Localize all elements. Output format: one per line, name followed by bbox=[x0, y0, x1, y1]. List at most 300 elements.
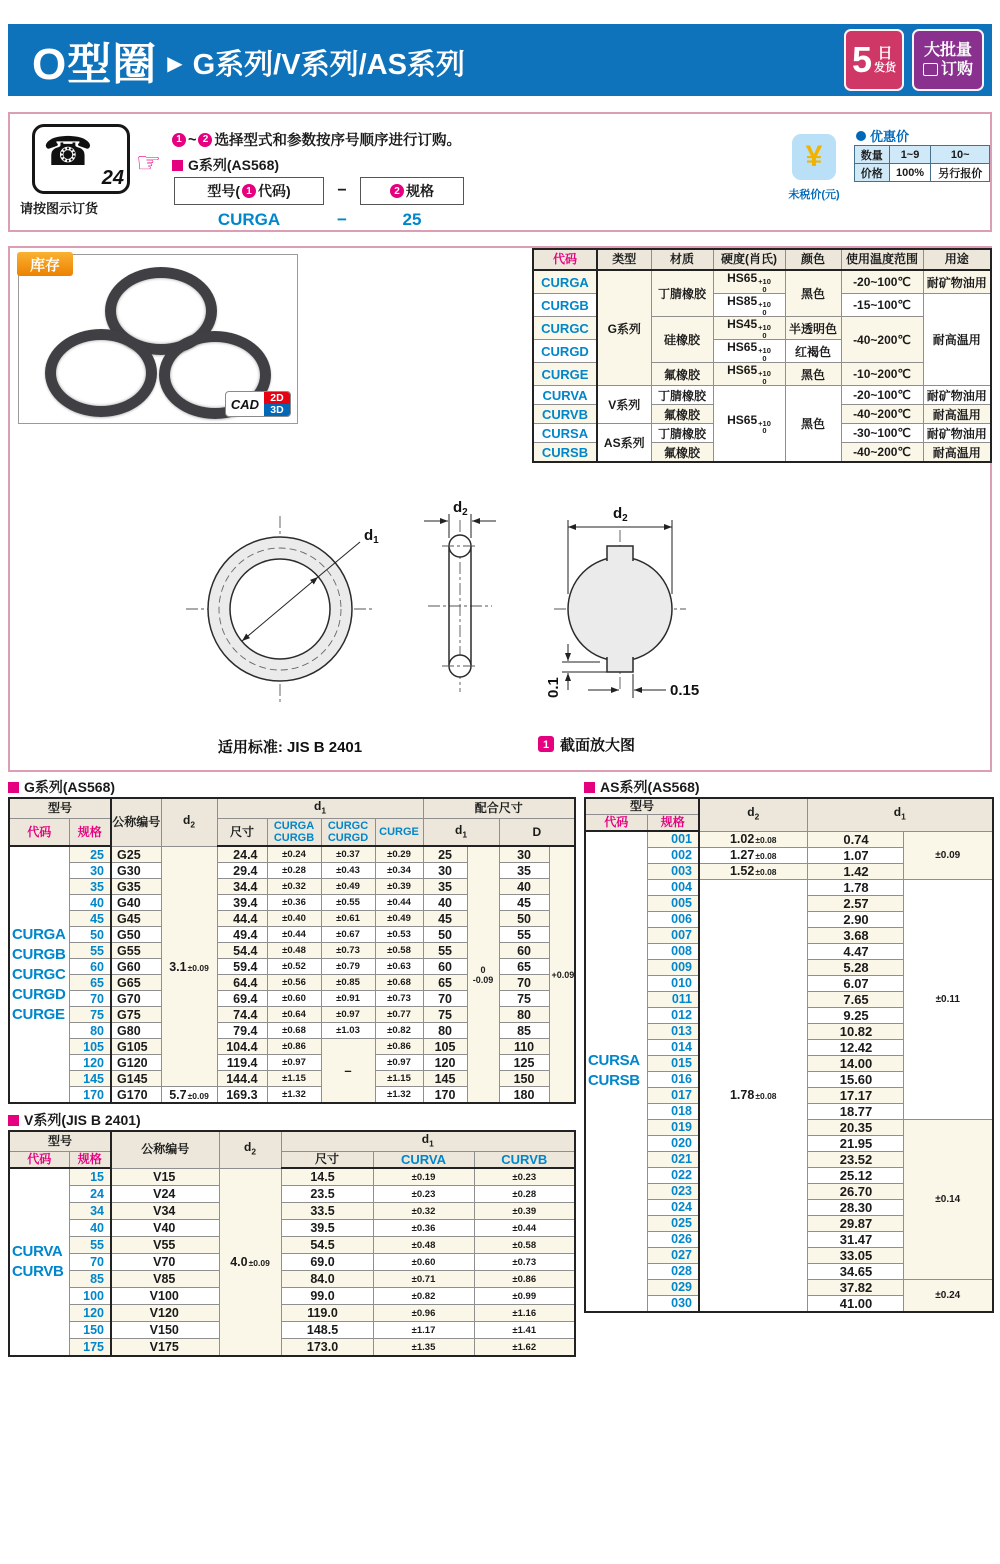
table-cell: 40 bbox=[499, 879, 549, 895]
table-cell: 34 bbox=[69, 1203, 111, 1220]
table-cell: 60 bbox=[69, 959, 111, 975]
d1-label: $d_1$ bbox=[364, 527, 379, 546]
table-cell: V55 bbox=[111, 1237, 219, 1254]
table-cell: 144.4 bbox=[217, 1071, 267, 1087]
square-bullet-icon bbox=[8, 782, 19, 793]
table-cell: 49.4 bbox=[217, 927, 267, 943]
table-row bbox=[9, 1220, 575, 1237]
model-format-row bbox=[174, 177, 464, 205]
table-cell: 105 bbox=[69, 1039, 111, 1055]
table-cell: ±0.36 bbox=[267, 895, 321, 911]
table-cell: ±0.85 bbox=[321, 975, 375, 991]
table-cell: ±0.86 bbox=[474, 1271, 575, 1288]
table-cell: ±1.32 bbox=[375, 1087, 423, 1104]
step2-icon: 2 bbox=[198, 133, 212, 147]
table-cell: 012 bbox=[647, 1007, 699, 1023]
table-cell: 44.4 bbox=[217, 911, 267, 927]
d2-label: $d_2$ bbox=[453, 499, 468, 518]
table-cell: 35 bbox=[69, 879, 111, 895]
table-cell: 29.4 bbox=[217, 863, 267, 879]
table-cell: 65 bbox=[69, 975, 111, 991]
table-cell: 1.27±0.08 bbox=[699, 847, 807, 863]
table-cell: ±0.24 bbox=[903, 1279, 993, 1312]
table-cell: 3.68 bbox=[807, 927, 903, 943]
table-cell: 45 bbox=[499, 895, 549, 911]
table-cell: 119.4 bbox=[217, 1055, 267, 1071]
table-cell: ±0.39 bbox=[375, 879, 423, 895]
table-cell: ±0.23 bbox=[474, 1168, 575, 1186]
table-cell: ±0.48 bbox=[267, 943, 321, 959]
price-panel bbox=[790, 126, 990, 222]
table-cell: 40 bbox=[69, 895, 111, 911]
table-cell: V150 bbox=[111, 1322, 219, 1339]
table-cell: 006 bbox=[647, 911, 699, 927]
table-cell: 35 bbox=[423, 879, 467, 895]
table-cell: ±0.73 bbox=[474, 1254, 575, 1271]
table-cell: 10.82 bbox=[807, 1023, 903, 1039]
table-cell: ±0.32 bbox=[267, 879, 321, 895]
table-cell: 169.3 bbox=[217, 1087, 267, 1104]
table-cell: ±1.17 bbox=[373, 1322, 474, 1339]
table-cell: 015 bbox=[647, 1055, 699, 1071]
table-cell: ±0.86 bbox=[267, 1039, 321, 1055]
table-cell: ±0.60 bbox=[267, 991, 321, 1007]
product-title: O型圈 bbox=[32, 40, 158, 89]
table-row bbox=[9, 1288, 575, 1305]
table-cell: ±0.77 bbox=[375, 1007, 423, 1023]
table-cell: ±0.19 bbox=[373, 1168, 474, 1186]
table-cell: ±0.49 bbox=[321, 879, 375, 895]
table-cell: 104.4 bbox=[217, 1039, 267, 1055]
square-bullet-icon bbox=[8, 1115, 19, 1126]
table-cell: G170 bbox=[111, 1087, 161, 1104]
table-cell: 4.47 bbox=[807, 943, 903, 959]
table-cell: ±0.43 bbox=[321, 863, 375, 879]
phone-order-icon: ☎ 24 bbox=[32, 124, 130, 194]
table-cell: 175 bbox=[69, 1339, 111, 1357]
table-cell: V175 bbox=[111, 1339, 219, 1357]
table-cell: 024 bbox=[647, 1199, 699, 1215]
table-cell: 25.12 bbox=[807, 1167, 903, 1183]
table-cell: ±0.73 bbox=[375, 991, 423, 1007]
table-cell: 24 bbox=[69, 1186, 111, 1203]
section-num-icon: 1 bbox=[542, 739, 550, 751]
product-image bbox=[18, 254, 298, 424]
table-cell: 30 bbox=[423, 863, 467, 879]
table-cell: ±0.23 bbox=[373, 1186, 474, 1203]
table-cell: 80 bbox=[69, 1023, 111, 1039]
table-cell: ±0.58 bbox=[375, 943, 423, 959]
table-cell: 5.28 bbox=[807, 959, 903, 975]
table-cell: 33.05 bbox=[807, 1247, 903, 1263]
table-cell: 37.82 bbox=[807, 1279, 903, 1295]
table-cell: 021 bbox=[647, 1151, 699, 1167]
phone-icon: ☎ bbox=[43, 130, 93, 174]
table-cell: ±0.58 bbox=[474, 1237, 575, 1254]
table-cell: V40 bbox=[111, 1220, 219, 1237]
table-cell: 030 bbox=[647, 1295, 699, 1312]
table-cell: ±1.15 bbox=[267, 1071, 321, 1087]
table-cell: 007 bbox=[647, 927, 699, 943]
table-cell: ±0.73 bbox=[321, 943, 375, 959]
front-view bbox=[186, 516, 379, 704]
table-cell: 4.0±0.09 bbox=[219, 1168, 281, 1356]
table-cell: 120 bbox=[69, 1305, 111, 1322]
table-cell: ±0.53 bbox=[375, 927, 423, 943]
series-code-cell: CURGA CURGB CURGC CURGD CURGE bbox=[9, 846, 69, 1103]
table-cell: 50 bbox=[69, 927, 111, 943]
table-cell: 28.30 bbox=[807, 1199, 903, 1215]
table-cell: 40 bbox=[69, 1220, 111, 1237]
table-cell: 1.52±0.08 bbox=[699, 863, 807, 879]
table-cell: 50 bbox=[423, 927, 467, 943]
table-cell: 150 bbox=[499, 1071, 549, 1087]
table-cell: 014 bbox=[647, 1039, 699, 1055]
section-label: 截面放大图 bbox=[560, 737, 636, 754]
page-title bbox=[32, 24, 465, 96]
spec-table: 代码 类型 材质 硬度(肖氏) 颜色 使用温度范围 用途 CURGA G系列 丁腈橡胶 HS65 +10 0 黑色 -20~100℃ 耐矿物油用 CURGB HS85 +10 0 -15~100℃ 耐高温用 CURGC 硅橡胶 HS45 +10 0 半透明色 -40~200℃ CURGD HS65 +10 0 红褐色 CURGE 氟橡胶 HS65 +10 0 黑色 -10~200℃ CURVA V系列 丁腈橡胶 HS65 +10 0 黑色 -20~100℃ 耐矿物油用 CURVB 氟橡胶 -40~200℃ 耐高温用 CURSA AS系列 丁腈橡胶 -30~100℃ 耐矿物油用 CURSB 氟橡胶 -40~200℃ 耐高温用 bbox=[532, 248, 992, 463]
table-cell: +0.09 bbox=[549, 846, 575, 1103]
table-cell: 30 bbox=[69, 863, 111, 879]
table-cell: 1.78±0.08 bbox=[699, 879, 807, 1312]
table-cell: ±0.14 bbox=[903, 1119, 993, 1279]
side-view bbox=[424, 499, 496, 692]
table-cell: 145 bbox=[69, 1071, 111, 1087]
table-cell: 6.07 bbox=[807, 975, 903, 991]
table-cell: 84.0 bbox=[281, 1271, 373, 1288]
table-cell: 011 bbox=[647, 991, 699, 1007]
oring-image bbox=[45, 329, 157, 417]
table-cell: ±0.96 bbox=[373, 1305, 474, 1322]
table-cell: 35 bbox=[499, 863, 549, 879]
g-series-title: G系列(AS568) bbox=[8, 779, 574, 795]
table-cell: G105 bbox=[111, 1039, 161, 1055]
table-cell: ±0.49 bbox=[375, 911, 423, 927]
table-cell: ±0.97 bbox=[375, 1055, 423, 1071]
arrow-icon: ▶ bbox=[167, 52, 183, 75]
table-cell: V34 bbox=[111, 1203, 219, 1220]
stock-badge: 库存 bbox=[17, 252, 73, 276]
table-cell: ±0.48 bbox=[373, 1237, 474, 1254]
table-cell: 1.78 bbox=[807, 879, 903, 895]
table-cell: 119.0 bbox=[281, 1305, 373, 1322]
table-cell: ±1.41 bbox=[474, 1322, 575, 1339]
table-cell: 25 bbox=[69, 846, 111, 863]
table-cell: G50 bbox=[111, 927, 161, 943]
table-cell: 028 bbox=[647, 1263, 699, 1279]
table-cell: 20.35 bbox=[807, 1119, 903, 1135]
table-cell: 29.87 bbox=[807, 1215, 903, 1231]
table-cell: 69.4 bbox=[217, 991, 267, 1007]
table-cell: 65 bbox=[423, 975, 467, 991]
table-cell: 003 bbox=[647, 863, 699, 879]
yen-icon: ¥ bbox=[792, 134, 836, 180]
table-cell: ±1.03 bbox=[321, 1023, 375, 1039]
as-series-section bbox=[584, 779, 992, 1313]
table-row bbox=[9, 846, 575, 863]
table-row bbox=[9, 1237, 575, 1254]
table-cell: V100 bbox=[111, 1288, 219, 1305]
table-cell: ±0.28 bbox=[267, 863, 321, 879]
cad-2d-label: 2D bbox=[264, 392, 290, 404]
dim-0-1-label: 0.1 bbox=[545, 677, 562, 698]
table-cell: 14.00 bbox=[807, 1055, 903, 1071]
table-cell: 65 bbox=[499, 959, 549, 975]
table-cell: 3.1±0.09 bbox=[161, 846, 217, 1087]
table-row bbox=[9, 1305, 575, 1322]
standard-label: 适用标准: JIS B 2401 bbox=[217, 739, 363, 756]
cad-download-badge[interactable]: CAD 2D 3D bbox=[225, 391, 291, 417]
table-cell: 31.47 bbox=[807, 1231, 903, 1247]
price-table: 数量 1~9 10~ 价格 100% 另行报价 bbox=[854, 145, 990, 182]
table-cell: 025 bbox=[647, 1215, 699, 1231]
table-cell: 026 bbox=[647, 1231, 699, 1247]
table-cell: 013 bbox=[647, 1023, 699, 1039]
bulk-cart-icon bbox=[923, 63, 938, 76]
table-cell: ±1.32 bbox=[267, 1087, 321, 1104]
table-cell: G65 bbox=[111, 975, 161, 991]
table-cell: – bbox=[321, 1039, 375, 1104]
table-cell: 1.07 bbox=[807, 847, 903, 863]
untaxed-label: 未税价(元) bbox=[788, 189, 840, 201]
table-cell: 85 bbox=[69, 1271, 111, 1288]
table-cell: ±0.29 bbox=[375, 846, 423, 863]
table-cell: 40 bbox=[423, 895, 467, 911]
section-caption bbox=[538, 736, 635, 754]
table-cell: ±0.61 bbox=[321, 911, 375, 927]
table-row bbox=[9, 1168, 575, 1186]
table-cell: ±0.82 bbox=[373, 1288, 474, 1305]
table-cell: 70 bbox=[69, 1254, 111, 1271]
table-cell: 001 bbox=[647, 831, 699, 847]
series-code-cell: CURSA CURSB bbox=[585, 831, 647, 1312]
table-cell: ±0.52 bbox=[267, 959, 321, 975]
table-cell: 009 bbox=[647, 959, 699, 975]
table-cell: 79.4 bbox=[217, 1023, 267, 1039]
table-cell: ±0.68 bbox=[375, 975, 423, 991]
table-cell: G30 bbox=[111, 863, 161, 879]
table-cell: 54.4 bbox=[217, 943, 267, 959]
step1-icon: 1 bbox=[172, 133, 186, 147]
table-cell: ±0.97 bbox=[321, 1007, 375, 1023]
table-cell: 004 bbox=[647, 879, 699, 895]
table-cell: 2.90 bbox=[807, 911, 903, 927]
table-cell: V15 bbox=[111, 1168, 219, 1186]
table-cell: ±0.99 bbox=[474, 1288, 575, 1305]
d2-label: $d_2$ bbox=[613, 505, 628, 524]
table-cell: 017 bbox=[647, 1087, 699, 1103]
page-header bbox=[8, 24, 992, 96]
table-cell: 34.4 bbox=[217, 879, 267, 895]
table-cell: ±0.09 bbox=[903, 831, 993, 879]
table-cell: 105 bbox=[423, 1039, 467, 1055]
table-cell: 70 bbox=[499, 975, 549, 991]
table-cell: 45 bbox=[69, 911, 111, 927]
table-cell: 2.57 bbox=[807, 895, 903, 911]
table-cell: ±0.11 bbox=[903, 879, 993, 1119]
table-cell: 55 bbox=[423, 943, 467, 959]
table-cell: ±0.36 bbox=[373, 1220, 474, 1237]
spec-box: 2 规格 bbox=[360, 177, 464, 205]
table-row bbox=[9, 1203, 575, 1220]
order-instruction: 1 ~ 2 选择型式和参数按序号顺序进行订购。 bbox=[172, 129, 461, 150]
table-row bbox=[9, 1186, 575, 1203]
table-cell: ±0.64 bbox=[267, 1007, 321, 1023]
table-cell: 148.5 bbox=[281, 1322, 373, 1339]
table-cell: 008 bbox=[647, 943, 699, 959]
table-cell: 170 bbox=[69, 1087, 111, 1104]
product-panel bbox=[8, 246, 992, 772]
table-cell: 80 bbox=[423, 1023, 467, 1039]
table-cell: ±0.24 bbox=[267, 846, 321, 863]
table-cell: G45 bbox=[111, 911, 161, 927]
table-cell: 7.65 bbox=[807, 991, 903, 1007]
order-series-label: G系列(AS568) bbox=[172, 155, 279, 175]
table-cell: 010 bbox=[647, 975, 699, 991]
table-cell: 74.4 bbox=[217, 1007, 267, 1023]
table-cell: 75 bbox=[69, 1007, 111, 1023]
table-cell: 59.4 bbox=[217, 959, 267, 975]
table-cell: ±0.40 bbox=[267, 911, 321, 927]
table-cell: ±0.60 bbox=[373, 1254, 474, 1271]
table-cell: ±0.91 bbox=[321, 991, 375, 1007]
table-cell: 41.00 bbox=[807, 1295, 903, 1312]
v-series-title: V系列(JIS B 2401) bbox=[8, 1112, 574, 1128]
g-series-table: 型号 公称编号 $d_2$ $d_1$ 配合尺寸 代码 规格 尺寸 CURGA CURGB CURGC CURGD CURGE $d_1$ D CURGA CURGB CURGC CURGD CURGE 25 G25 3.1±0.09 24.4 ±0.24 ±0.37 ±0.29 25 0 -0.09 30 +0.09 30 G30 29.4 ±0.28 ±0.43 ±0.34 30 35 35 G35 34.4 ±0.32 ±0.49 ±0.39 35 40 40 G40 39.4 ±0.36 ±0.55 ±0.44 40 45 45 G45 44.4 ±0.40 ±0.61 ±0.49 45 50 50 G50 49.4 ±0.44 ±0.67 ±0.53 50 55 55 G55 54.4 ±0.48 ±0.73 ±0.58 55 60 60 G60 59.4 ±0.52 ±0.79 ±0.63 60 65 65 G65 64.4 ±0.56 ±0.85 ±0.68 65 70 70 G70 69.4 ±0.60 ±0.91 ±0.73 70 75 75 G75 74.4 ±0.64 ±0.97 ±0.77 75 80 80 G80 79.4 ±0.68 ±1.03 ±0.82 80 85 105 G105 104.4 ±0.86 – ±0.86 105 110 120 G120 119.4 ±0.97 ±0.97 120 125 145 G145 144.4 ±1.15 ±1.15 145 150 170 G170 5.7±0.09 169.3 ±1.32 ±1.32 170 180 bbox=[8, 797, 576, 1104]
table-cell: 24.4 bbox=[217, 846, 267, 863]
table-cell: 85 bbox=[499, 1023, 549, 1039]
table-cell: V70 bbox=[111, 1254, 219, 1271]
table-cell: 125 bbox=[499, 1055, 549, 1071]
table-cell: 022 bbox=[647, 1167, 699, 1183]
table-cell: 54.5 bbox=[281, 1237, 373, 1254]
table-cell: 15 bbox=[69, 1168, 111, 1186]
table-cell: ±0.86 bbox=[375, 1039, 423, 1055]
table-cell: G70 bbox=[111, 991, 161, 1007]
table-cell: ±0.39 bbox=[474, 1203, 575, 1220]
table-cell: 018 bbox=[647, 1103, 699, 1119]
table-cell: 45 bbox=[423, 911, 467, 927]
cad-3d-label: 3D bbox=[264, 404, 290, 416]
table-cell: ±0.44 bbox=[267, 927, 321, 943]
table-cell: 99.0 bbox=[281, 1288, 373, 1305]
table-cell: 23.5 bbox=[281, 1186, 373, 1203]
table-cell: 9.25 bbox=[807, 1007, 903, 1023]
table-cell: 30 bbox=[499, 846, 549, 863]
table-cell: 1.02±0.08 bbox=[699, 831, 807, 847]
table-cell: 21.95 bbox=[807, 1135, 903, 1151]
square-bullet-icon bbox=[584, 782, 595, 793]
series-code-cell: CURVA CURVB bbox=[9, 1168, 69, 1356]
dot-icon bbox=[856, 131, 866, 141]
table-cell: 26.70 bbox=[807, 1183, 903, 1199]
table-cell: 120 bbox=[69, 1055, 111, 1071]
table-cell: 60 bbox=[423, 959, 467, 975]
table-cell: ±0.44 bbox=[375, 895, 423, 911]
table-cell: 15.60 bbox=[807, 1071, 903, 1087]
table-cell: 170 bbox=[423, 1087, 467, 1104]
table-cell: 029 bbox=[647, 1279, 699, 1295]
table-cell: 55 bbox=[69, 1237, 111, 1254]
table-cell: ±0.71 bbox=[373, 1271, 474, 1288]
table-cell: 0.74 bbox=[807, 831, 903, 847]
table-cell: 180 bbox=[499, 1087, 549, 1104]
table-cell: 150 bbox=[69, 1322, 111, 1339]
table-row bbox=[9, 1322, 575, 1339]
table-cell: G35 bbox=[111, 879, 161, 895]
table-cell: 50 bbox=[499, 911, 549, 927]
table-cell: 70 bbox=[69, 991, 111, 1007]
table-cell: 64.4 bbox=[217, 975, 267, 991]
delivery-days: 5 bbox=[851, 39, 873, 80]
table-cell: V24 bbox=[111, 1186, 219, 1203]
format-dash: − bbox=[337, 182, 347, 199]
table-cell: 23.52 bbox=[807, 1151, 903, 1167]
table-cell: 110 bbox=[499, 1039, 549, 1055]
table-cell: 027 bbox=[647, 1247, 699, 1263]
table-cell: 145 bbox=[423, 1071, 467, 1087]
table-cell: 17.17 bbox=[807, 1087, 903, 1103]
table-cell: ±0.55 bbox=[321, 895, 375, 911]
table-cell: G60 bbox=[111, 959, 161, 975]
order-example: CURGA − 25 bbox=[217, 210, 422, 229]
table-cell: ±0.37 bbox=[321, 846, 375, 863]
v-series-table: 型号 公称编号 $d_2$ $d_1$ 代码 规格 尺寸 CURVA CURVB CURVA CURVB 15 V15 4.0±0.09 14.5 ±0.19 ±0.23 24 V24 23.5 ±0.23 ±0.28 34 V34 33.5 ±0.32 ±0.39 40 V40 39.5 ±0.36 ±0.44 55 V55 54.5 ±0.48 ±0.58 70 V70 69.0 ±0.60 ±0.73 85 V85 84.0 ±0.71 ±0.86 100 V100 99.0 ±0.82 ±0.99 120 V120 119.0 ±0.96 ±1.16 150 V150 148.5 ±1.17 ±1.41 175 V175 173.0 ±1.35 ±1.62 bbox=[8, 1130, 576, 1357]
table-cell: ±0.68 bbox=[267, 1023, 321, 1039]
square-bullet-icon bbox=[172, 160, 183, 171]
table-cell: 100 bbox=[69, 1288, 111, 1305]
technical-drawing bbox=[130, 474, 730, 770]
promo-price-header: 优惠价 bbox=[856, 126, 909, 145]
table-cell: 55 bbox=[69, 943, 111, 959]
table-cell: 173.0 bbox=[281, 1339, 373, 1357]
phone-caption: 请按图示订货 bbox=[20, 201, 99, 216]
table-cell: G55 bbox=[111, 943, 161, 959]
table-cell: 005 bbox=[647, 895, 699, 911]
table-row bbox=[585, 831, 993, 847]
table-cell: ±1.62 bbox=[474, 1339, 575, 1357]
table-cell: 120 bbox=[423, 1055, 467, 1071]
table-cell: ±0.79 bbox=[321, 959, 375, 975]
table-cell: V120 bbox=[111, 1305, 219, 1322]
table-cell: ±0.63 bbox=[375, 959, 423, 975]
table-cell: 75 bbox=[499, 991, 549, 1007]
table-cell: ±0.32 bbox=[373, 1203, 474, 1220]
table-cell: G145 bbox=[111, 1071, 161, 1087]
table-cell: G120 bbox=[111, 1055, 161, 1071]
cross-section-view bbox=[545, 505, 699, 699]
ordering-panel bbox=[8, 112, 992, 232]
table-cell: 020 bbox=[647, 1135, 699, 1151]
table-cell: 1.42 bbox=[807, 863, 903, 879]
table-cell: 39.5 bbox=[281, 1220, 373, 1237]
table-cell: ±1.15 bbox=[375, 1071, 423, 1087]
table-cell: 34.65 bbox=[807, 1263, 903, 1279]
table-cell: ±0.67 bbox=[321, 927, 375, 943]
table-cell: 12.42 bbox=[807, 1039, 903, 1055]
table-cell: G40 bbox=[111, 895, 161, 911]
table-cell: 69.0 bbox=[281, 1254, 373, 1271]
table-row bbox=[585, 879, 993, 895]
table-cell: 18.77 bbox=[807, 1103, 903, 1119]
table-cell: ±0.34 bbox=[375, 863, 423, 879]
table-row bbox=[9, 1271, 575, 1288]
table-cell: 39.4 bbox=[217, 895, 267, 911]
table-cell: 70 bbox=[423, 991, 467, 1007]
table-cell: 023 bbox=[647, 1183, 699, 1199]
table-cell: ±0.28 bbox=[474, 1186, 575, 1203]
table-cell: 0 -0.09 bbox=[467, 846, 499, 1103]
